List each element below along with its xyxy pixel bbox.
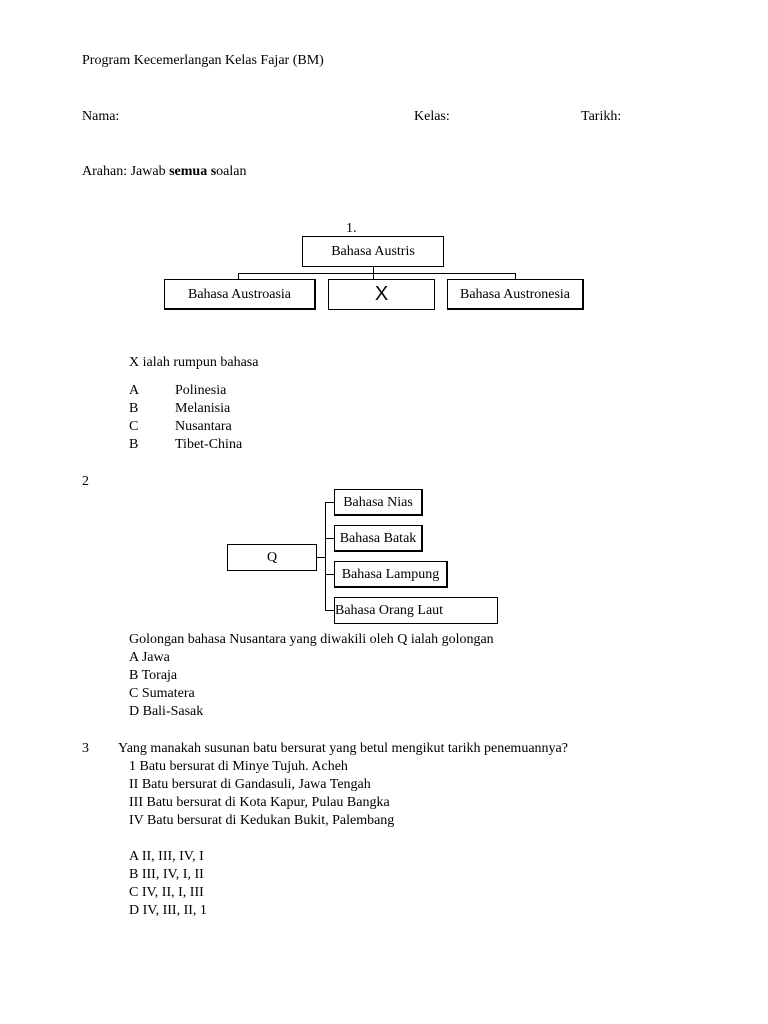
tarikh-label: Tarikh: [581, 109, 622, 124]
q1-number: 1. [346, 221, 357, 236]
q2-connector-lampung [325, 574, 334, 575]
q2-branch-orang-laut: Bahasa Orang Laut [334, 597, 498, 624]
q1-option-a-letter: A [129, 383, 140, 398]
q1-connector-bar [238, 273, 516, 274]
instructions-prefix: Arahan: Jawab [82, 164, 170, 179]
q3-stem: Yang manakah susunan batu bersurat yang betul mengikut tarikh penemuannya? [118, 741, 568, 756]
q1-option-d-letter: B [129, 437, 139, 452]
q2-connector-batak [325, 538, 334, 539]
q2-branch-nias: Bahasa Nias [334, 489, 423, 516]
q3-option-a: A II, III, IV, I [129, 849, 204, 864]
q2-connector-nias [325, 502, 334, 503]
q2-connector-orang-laut [325, 610, 334, 611]
q1-left-box: Bahasa Austroasia [164, 279, 316, 310]
q2-option-d: D Bali-Sasak [129, 704, 204, 719]
q2-stem: Golongan bahasa Nusantara yang diwakili oleh Q ialah golongan [129, 632, 494, 647]
q1-option-c-text: Nusantara [175, 419, 232, 434]
q1-middle-box: X [328, 279, 435, 310]
nama-label: Nama: [82, 109, 120, 124]
q1-option-b-letter: B [129, 401, 139, 416]
q1-root-box: Bahasa Austris [302, 236, 444, 267]
q1-option-d-text: Tibet-China [175, 437, 243, 452]
page-title: Program Kecemerlangan Kelas Fajar (BM) [82, 53, 324, 68]
q3-number: 3 [82, 741, 89, 756]
q3-item-1: 1 Batu bersurat di Minye Tujuh. Acheh [129, 759, 348, 774]
q3-item-2: II Batu bersurat di Gandasuli, Jawa Tengah [129, 777, 371, 792]
q3-option-b: B III, IV, I, II [129, 867, 204, 882]
q3-item-4: IV Batu bersurat di Kedukan Bukit, Palembang [129, 813, 395, 828]
q2-branch-batak: Bahasa Batak [334, 525, 423, 552]
instructions-suffix: oalan [216, 164, 247, 179]
instructions [82, 163, 246, 181]
q3-option-d: D IV, III, II, 1 [129, 903, 207, 918]
q2-option-b: B Toraja [129, 668, 178, 683]
kelas-label: Kelas: [414, 109, 450, 124]
q1-option-a-text: Polinesia [175, 383, 227, 398]
instructions-bold: semua s [169, 164, 217, 179]
q2-branch-lampung: Bahasa Lampung [334, 561, 448, 588]
q3-option-c: C IV, II, I, III [129, 885, 204, 900]
q1-option-b-text: Melanisia [175, 401, 231, 416]
q2-connector-vertical [325, 502, 326, 611]
q1-stem: X ialah rumpun bahasa [129, 355, 259, 370]
q2-root-box: Q [227, 544, 317, 571]
q2-option-c: C Sumatera [129, 686, 195, 701]
q1-right-box: Bahasa Austronesia [447, 279, 584, 310]
q2-connector-root [317, 557, 325, 558]
q3-item-3: III Batu bersurat di Kota Kapur, Pulau Bangka [129, 795, 390, 810]
q1-option-c-letter: C [129, 419, 139, 434]
q2-number: 2 [82, 474, 89, 489]
q2-option-a: A Jawa [129, 650, 170, 665]
